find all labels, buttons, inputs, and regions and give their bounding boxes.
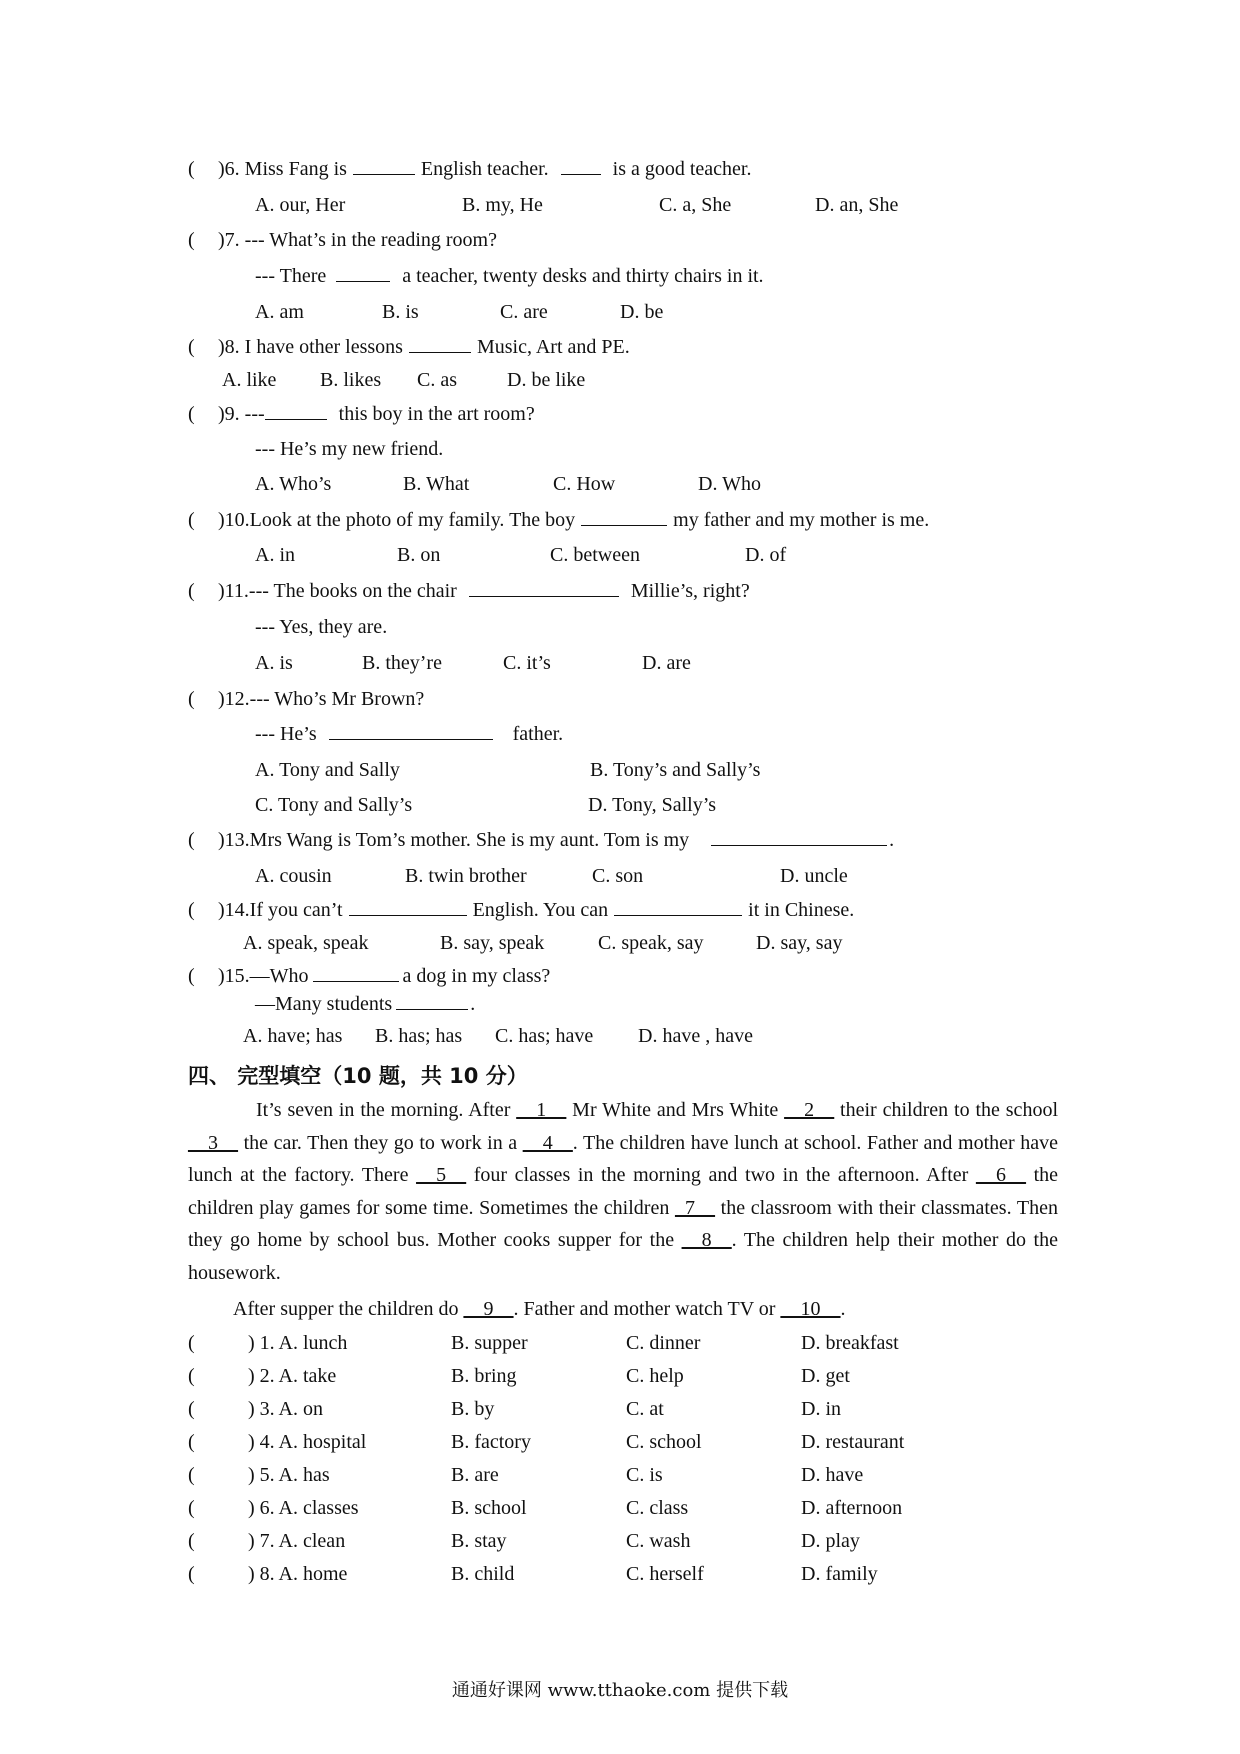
cloze-option: B. child: [451, 1563, 515, 1585]
cloze-option: B. are: [451, 1464, 499, 1486]
question-6: [188, 156, 751, 182]
cloze-option: D. play: [801, 1530, 860, 1552]
passage-text: After supper the children do: [233, 1298, 464, 1320]
question-text: )10.Look at the photo of my family. The boy: [218, 509, 576, 531]
question-13: [188, 827, 894, 853]
question-text: --- He’s: [255, 723, 317, 745]
question-12: [188, 686, 424, 712]
question-text: a teacher, twenty desks and thirty chairs in it.: [402, 265, 764, 287]
question-15: [188, 963, 550, 989]
cloze-option: ) 7. A. clean: [248, 1530, 346, 1552]
answer-paren: (: [188, 580, 195, 602]
cloze-option: D. get: [801, 1365, 850, 1387]
question-text: father.: [512, 723, 564, 745]
cloze-option: ) 6. A. classes: [248, 1497, 359, 1519]
cloze-option: B. factory: [451, 1431, 531, 1453]
cloze-option: ) 1. A. lunch: [248, 1332, 348, 1354]
cloze-option: C. help: [626, 1365, 684, 1387]
blank: [265, 401, 327, 420]
blank: [336, 263, 390, 282]
passage-text: .: [840, 1298, 846, 1320]
cloze-option: B. stay: [451, 1530, 507, 1552]
option: A. Tony and Sally: [255, 759, 400, 781]
cloze-option: C. dinner: [626, 1332, 701, 1354]
passage-text: . The children have lunch at school. Father and mother have lunch at the factory. There: [188, 1131, 1058, 1186]
cloze-option: D. family: [801, 1563, 878, 1585]
answer-paren: (: [188, 158, 195, 180]
question-text: English. You can: [472, 899, 609, 921]
option: C. speak, say: [598, 932, 704, 954]
blank: [396, 991, 468, 1010]
option: D. Tony, Sally’s: [588, 794, 717, 816]
option: A. in: [255, 544, 295, 566]
cloze-option: D. breakfast: [801, 1332, 899, 1354]
blank: [711, 827, 887, 846]
cloze-option: C. class: [626, 1497, 689, 1519]
blank: [469, 578, 619, 597]
question-10: [188, 507, 929, 533]
cloze-option: D. afternoon: [801, 1497, 903, 1519]
option: A. like: [222, 369, 277, 391]
option: D. Who: [698, 473, 761, 495]
option: C. son: [592, 865, 644, 887]
option: B. has; has: [375, 1025, 463, 1047]
question-text: )8. I have other lessons: [218, 336, 403, 358]
question-text: )6. Miss Fang is: [218, 158, 347, 180]
passage-text: their children to the school: [834, 1099, 1058, 1121]
answer-paren: (: [188, 1398, 195, 1420]
option: B. twin brother: [405, 865, 527, 887]
passage-text: Mr White and Mrs White: [566, 1099, 785, 1121]
option: D. have , have: [638, 1025, 753, 1047]
question-text: it in Chinese.: [748, 899, 855, 921]
question-text: )9. ---: [218, 403, 265, 425]
cloze-blank: __8__: [681, 1229, 732, 1251]
question-7-line2: [255, 263, 764, 289]
option: D. say, say: [756, 932, 843, 954]
question-text: a dog in my class?: [402, 965, 551, 987]
question-text: my father and my mother is me.: [673, 509, 930, 531]
answer-paren: (: [188, 509, 195, 531]
option: D. are: [642, 652, 691, 674]
question-text: )7. --- What’s in the reading room?: [218, 229, 497, 251]
option: D. an, She: [815, 194, 899, 216]
question-text: )13.Mrs Wang is Tom’s mother. She is my aunt. Tom is my: [218, 829, 690, 851]
question-text: English teacher.: [420, 158, 549, 180]
option: A. cousin: [255, 865, 332, 887]
answer-paren: (: [188, 1464, 195, 1486]
passage-text: . Father and mother watch TV or: [513, 1298, 781, 1320]
option: B. Tony’s and Sally’s: [590, 759, 761, 781]
answer-paren: (: [188, 403, 195, 425]
passage-text: the classroom with their classmates. Then they go home by school bus. Mother cooks supper for the: [188, 1196, 1058, 1251]
cloze-option: D. have: [801, 1464, 864, 1486]
page-footer: 通通好课网 www.tthaoke.com 提供下载: [451, 1680, 789, 1701]
question-text: )14.If you can’t: [218, 899, 343, 921]
option: C. are: [500, 301, 548, 323]
question-text: --- There: [255, 265, 327, 287]
cloze-option: ) 4. A. hospital: [248, 1431, 367, 1453]
option: B. likes: [320, 369, 382, 391]
cloze-option: ) 8. A. home: [248, 1563, 348, 1585]
passage-text: . The children help their mother do the housework.: [188, 1229, 1058, 1284]
passage-text: It’s seven in the morning. After: [256, 1099, 517, 1121]
cloze-passage: [188, 1094, 1058, 1289]
cloze-blank: _7__: [675, 1196, 715, 1219]
question-11-line2: --- Yes, they are.: [255, 616, 388, 638]
option: C. a, She: [659, 194, 732, 216]
question-text: .: [470, 993, 476, 1015]
question-12-line2: [255, 721, 563, 747]
cloze-option: C. herself: [626, 1563, 704, 1585]
cloze-option: B. by: [451, 1398, 495, 1420]
section-title: 四、 完型填空（10 题，共 10 分）: [188, 1064, 528, 1088]
option: C. between: [550, 544, 640, 566]
answer-paren: (: [188, 688, 195, 710]
question-text: is a good teacher.: [612, 158, 752, 180]
answer-paren: (: [188, 1563, 195, 1585]
cloze-option: ) 2. A. take: [248, 1365, 337, 1387]
answer-paren: (: [188, 1497, 195, 1519]
option: A. am: [255, 301, 304, 323]
question-text: )11.--- The books on the chair: [218, 580, 457, 602]
option: C. How: [553, 473, 616, 495]
cloze-blank: __5__: [416, 1164, 467, 1186]
question-text: Millie’s, right?: [630, 580, 750, 602]
option: B. they’re: [362, 652, 442, 674]
passage-text: four classes in the morning and two in the afternoon. After: [466, 1164, 976, 1186]
answer-paren: (: [188, 336, 195, 358]
option: A. our, Her: [255, 194, 346, 216]
question-text: )12.--- Who’s Mr Brown?: [218, 688, 425, 710]
answer-paren: (: [188, 899, 195, 921]
blank: [581, 507, 667, 526]
option: D. be: [620, 301, 664, 323]
question-text: Music, Art and PE.: [476, 336, 630, 358]
option: C. it’s: [503, 652, 551, 674]
cloze-blank: __4__: [522, 1131, 573, 1154]
cloze-blank: __10__: [780, 1298, 841, 1320]
cloze-option: D. in: [801, 1398, 841, 1420]
cloze-option: ) 3. A. on: [248, 1398, 323, 1420]
cloze-option: B. supper: [451, 1332, 528, 1354]
question-11: [188, 578, 750, 604]
cloze-blank: __1__: [516, 1099, 567, 1121]
option: B. What: [403, 473, 470, 495]
blank: [313, 963, 399, 982]
cloze-option: C. school: [626, 1431, 702, 1453]
blank: [353, 156, 415, 175]
question-8: [188, 334, 630, 360]
blank: [349, 897, 467, 916]
answer-paren: (: [188, 1365, 195, 1387]
option: D. be like: [507, 369, 586, 391]
cloze-option: B. bring: [451, 1365, 517, 1387]
option: D. of: [745, 544, 787, 566]
answer-paren: (: [188, 1431, 195, 1453]
options-12: [255, 757, 955, 827]
blank: [329, 721, 493, 740]
answer-paren: (: [188, 1530, 195, 1552]
option: A. have; has: [243, 1025, 343, 1047]
cloze-option: C. at: [626, 1398, 664, 1420]
question-text: this boy in the art room?: [338, 403, 535, 425]
question-14: [188, 897, 854, 923]
cloze-option: D. restaurant: [801, 1431, 905, 1453]
cloze-option: C. wash: [626, 1530, 691, 1552]
answer-paren: (: [188, 1332, 195, 1354]
question-9-line2: --- He’s my new friend.: [255, 438, 444, 460]
cloze-blank: __9__: [463, 1298, 514, 1320]
option: B. my, He: [462, 194, 543, 216]
option: C. as: [417, 369, 457, 391]
cloze-option: ) 5. A. has: [248, 1464, 330, 1486]
cloze-passage-p2: [233, 1296, 845, 1322]
question-text: .: [889, 829, 895, 851]
question-text: )15.—Who: [218, 965, 309, 987]
option: C. Tony and Sally’s: [255, 794, 413, 816]
blank: [409, 334, 471, 353]
answer-paren: (: [188, 229, 195, 251]
option: B. say, speak: [440, 932, 545, 954]
option: D. uncle: [780, 865, 848, 887]
cloze-option: C. is: [626, 1464, 663, 1486]
question-7: [188, 227, 497, 253]
option: A. speak, speak: [243, 932, 369, 954]
blank: [561, 156, 601, 175]
option: A. is: [255, 652, 293, 674]
answer-paren: (: [188, 965, 195, 987]
cloze-blank: __6__: [975, 1164, 1026, 1186]
cloze-option: B. school: [451, 1497, 527, 1519]
passage-text: the car. Then they go to work in a: [238, 1131, 523, 1154]
cloze-blank: __2__: [784, 1099, 835, 1121]
passage-text: the children play games for some time. Sometimes the children: [188, 1164, 1059, 1219]
question-9: [188, 401, 535, 427]
option: B. is: [382, 301, 419, 323]
blank: [614, 897, 742, 916]
answer-paren: (: [188, 829, 195, 851]
option: A. Who’s: [255, 473, 332, 495]
cloze-blank: __3__: [188, 1131, 238, 1154]
question-text: —Many students: [255, 993, 393, 1015]
option: C. has; have: [495, 1025, 594, 1047]
option: B. on: [397, 544, 441, 566]
question-15-line2: [255, 991, 475, 1017]
